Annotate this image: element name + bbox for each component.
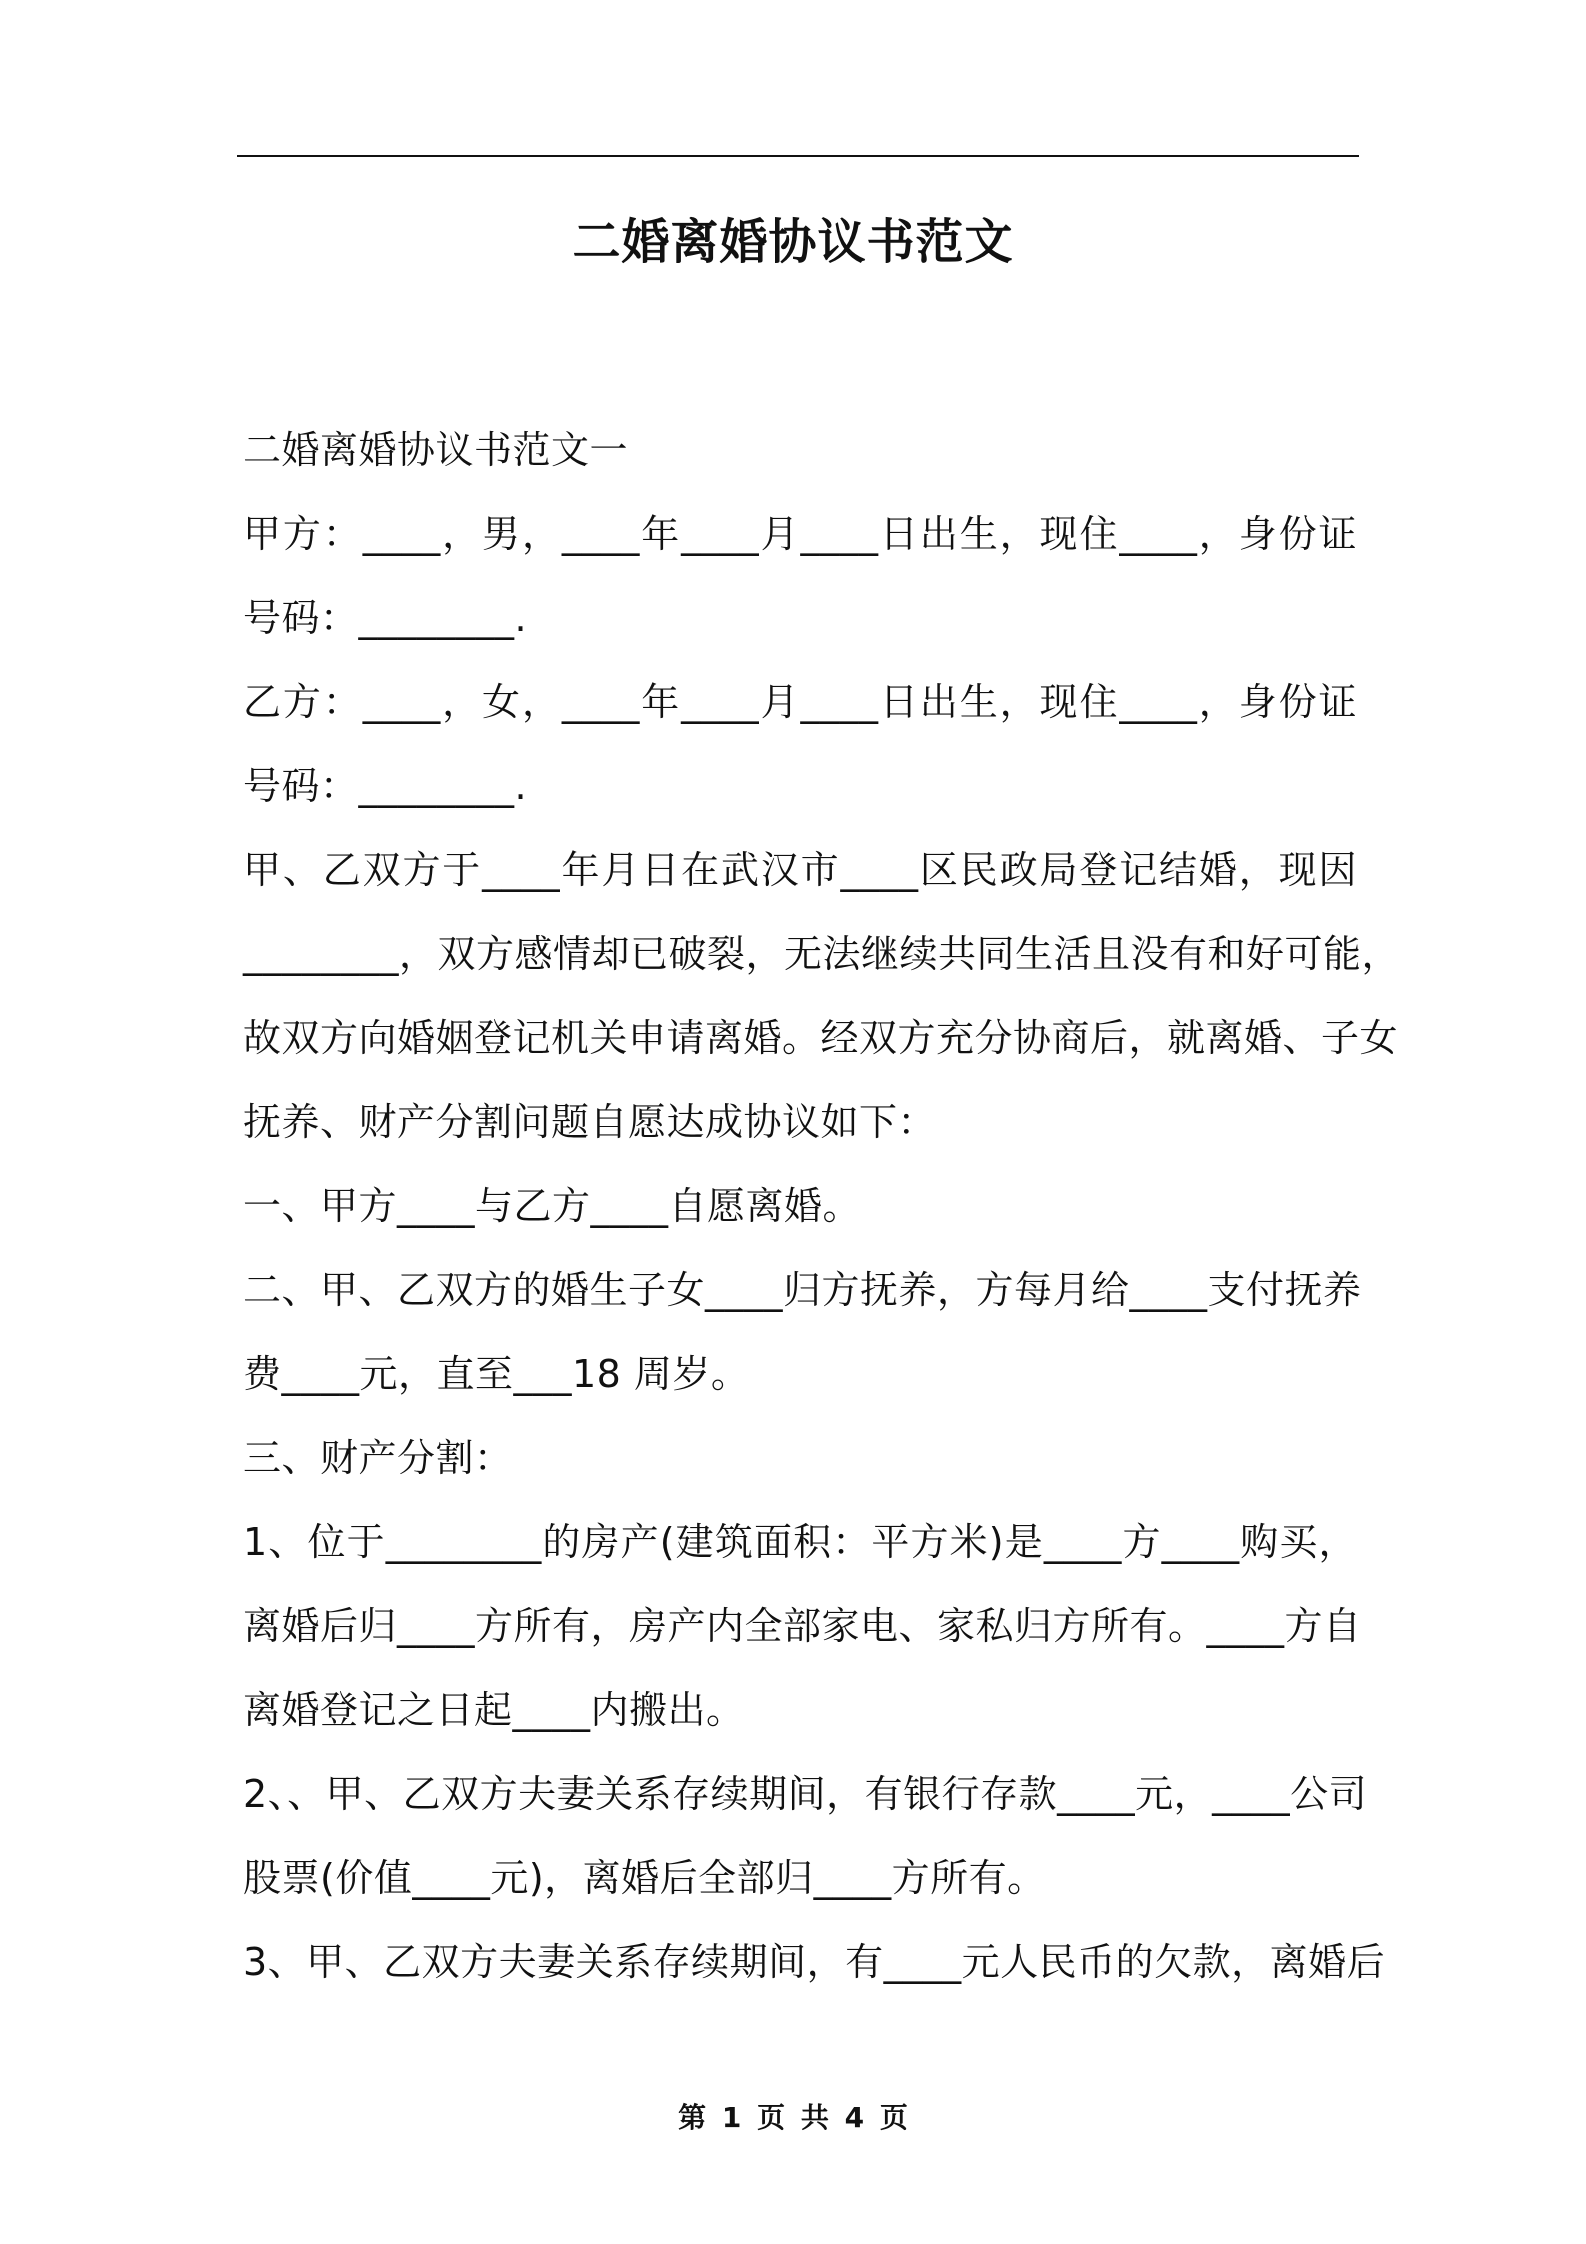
paragraph-line: 故双方向婚姻登记机关申请离婚。经双方充分协商后，就离婚、子女: [243, 1016, 1399, 1060]
paragraph-line: 号码：________.: [243, 764, 528, 808]
clause-line: 费____元，直至___18 周岁。: [243, 1352, 750, 1396]
clause-line: 股票(价值____元)，离婚后全部归____方所有。: [243, 1856, 1046, 1900]
paragraph-line: ________，双方感情却已破裂，无法继续共同生活且没有和好可能，: [243, 932, 1401, 976]
section-heading: 二婚离婚协议书范文一: [243, 428, 629, 472]
paragraph-line: 抚养、财产分割问题自愿达成协议如下：: [243, 1100, 937, 1144]
paragraph-line: 甲、乙双方于____年月日在武汉市____区民政局登记结婚，现因: [243, 848, 1357, 892]
clause-line: 3、甲、乙双方夫妻关系存续期间，有____元人民币的欠款，离婚后: [243, 1940, 1386, 1984]
header-rule: [237, 155, 1359, 157]
paragraph-line: 甲方：____，男，____年____月____日出生，现住____，身份证: [243, 512, 1357, 556]
page-number-footer: 第 1 页 共 4 页: [678, 2101, 908, 2134]
document-body: [243, 408, 1401, 2004]
clause-line: 2、、甲、乙双方夫妻关系存续期间，有银行存款____元，____公司: [243, 1772, 1368, 1816]
clause-line: 离婚后归____方所有，房产内全部家电、家私归方所有。____方自: [243, 1604, 1362, 1648]
paragraph-line: 号码：________.: [243, 596, 528, 640]
clause-line: 二、甲、乙双方的婚生子女____归方抚养，方每月给____支付抚养: [243, 1268, 1362, 1312]
clause-line: 1、位于________的房产(建筑面积：平方米)是____方____购买，: [243, 1520, 1357, 1564]
paragraph-line: 乙方：____，女，____年____月____日出生，现住____，身份证: [243, 680, 1357, 724]
clause-line: 三、财产分割：: [243, 1436, 513, 1480]
clause-line: 一、甲方____与乙方____自愿离婚。: [243, 1184, 862, 1228]
document-title: 二婚离婚协议书范文: [572, 214, 1014, 270]
clause-line: 离婚登记之日起____内搬出。: [243, 1688, 745, 1732]
